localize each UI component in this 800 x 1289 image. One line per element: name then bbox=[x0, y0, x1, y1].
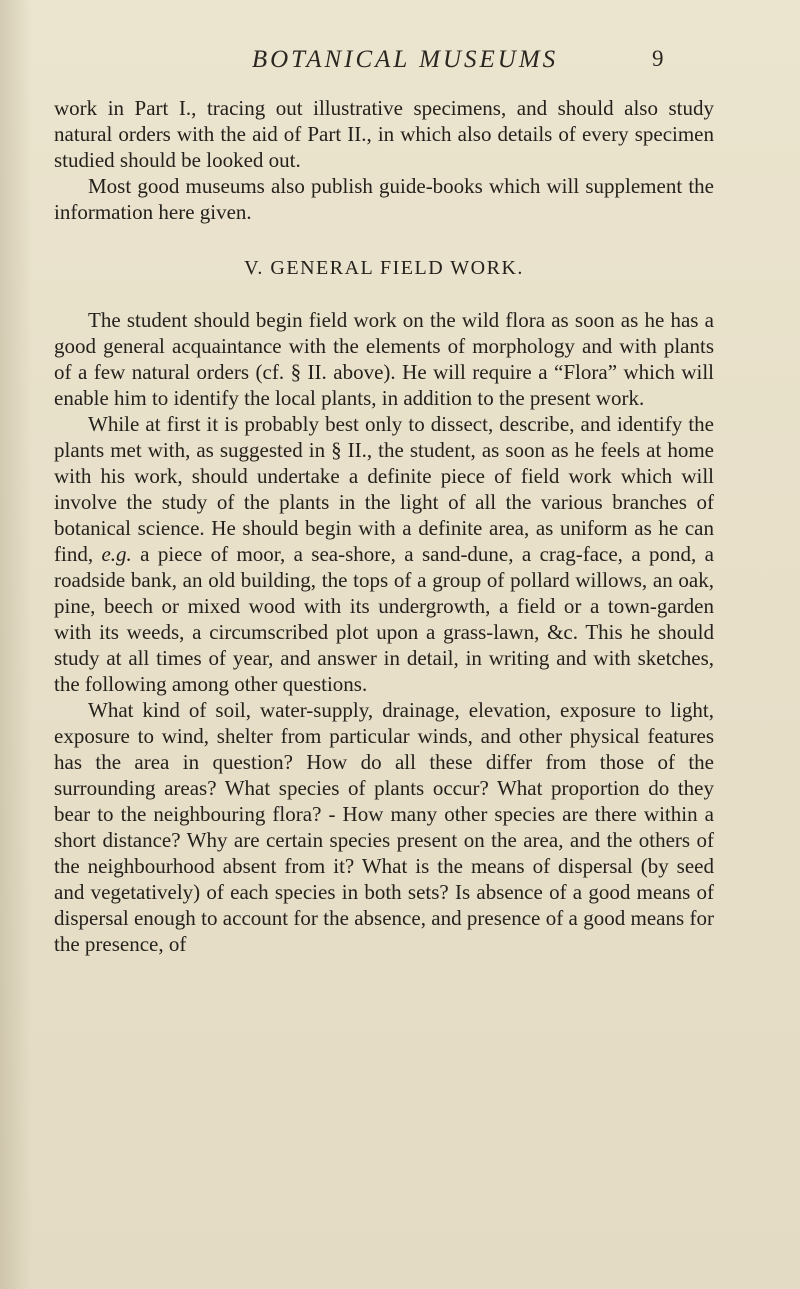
page-header bbox=[0, 46, 800, 86]
paragraph-field-work-intro: The student should begin field work on the wild flora as soon as he has a good general acquaintance with the elements of morphology and with plants of a few natural orders (cf. § II. above). He will require a “Flora” which will enable him to identify the local plants, in addition to the present work. bbox=[54, 308, 714, 410]
paragraph-questions: What kind of soil, water-supply, drainage, elevation, exposure to light, exposure to wind, shelter from particular winds, and other physical features has the area in question? How do all these differ from those of the surrounding areas? What species of plants occur? What proportion do they bear to the neighbouring flora? - How many other species are there within a short distance? Why are certain species present on the area, and the others of the neighbourhood absent from it? What is the means of dispersal (by seed and vegetatively) of each species in both sets? Is absence of a good means of dispersal enough to account for the absence, and presence of a good means for the presence, of bbox=[54, 698, 714, 956]
page-body bbox=[54, 95, 714, 957]
section-heading: V. GENERAL FIELD WORK. bbox=[244, 257, 524, 279]
page-number: 9 bbox=[652, 46, 664, 71]
paragraph-guide-books: Most good museums also publish guide-books which will supplement the information here given. bbox=[54, 174, 714, 224]
paragraph-continued: work in Part I., tracing out illustrative specimens, and should also study natural orders with the aid of Part II., in which also details of every specimen studied should be looked out. bbox=[54, 96, 714, 172]
running-title: BOTANICAL MUSEUMS bbox=[251, 46, 559, 73]
paragraph-definite-area-part2: a piece of moor, a sea-shore, a sand-dune, a crag-face, a pond, a roadside bank, an old building, the tops of a group of pollard willows, an oak, pine, beech or mixed wood with its undergrowth, a field or a town-garden with its weeds, a circumscribed plot upon a grass-lawn, &c. This he should study at all times of year, and answer in detail, in writing and with sketches, the following among other questions. bbox=[54, 542, 714, 696]
eg-abbreviation: e.g. bbox=[101, 542, 132, 566]
paragraph-definite-area-part1: While at first it is probably best only to dissect, describe, and identify the plants met with, as suggested in § II., the student, as soon as he feels at home with his work, should undertake a definite piece of field work which will involve the study of the plants in the light of all the various branches of botanical science. He should begin with a definite area, as uniform as he can find, bbox=[54, 412, 714, 566]
paragraph-definite-area bbox=[54, 411, 714, 697]
